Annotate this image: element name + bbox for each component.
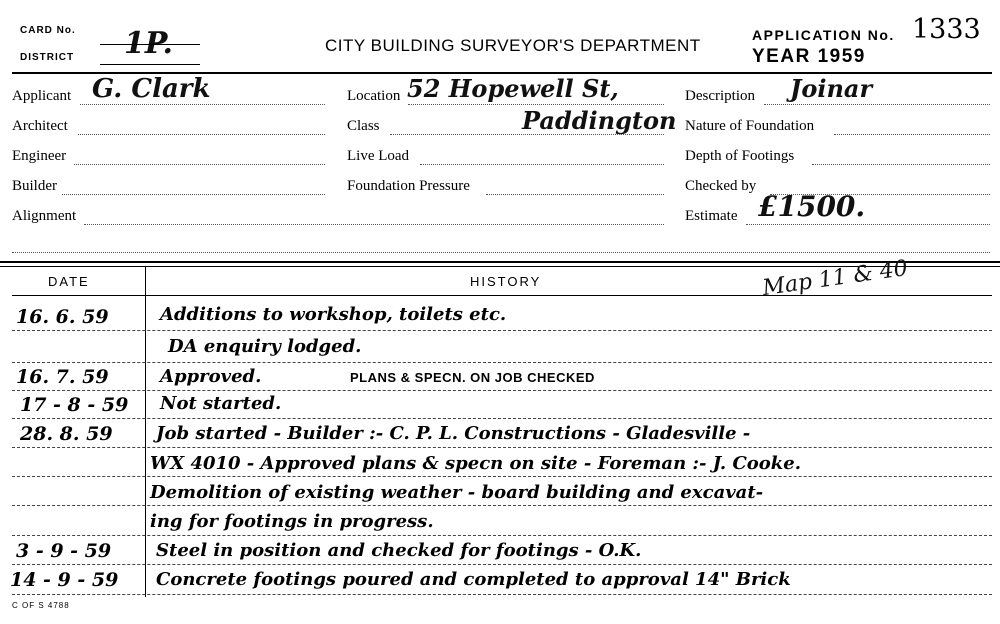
builder-label: Builder [12,178,57,194]
row-separator [12,594,992,595]
history-date: 17 - 8 - 59 [20,394,129,416]
applicant-value: G. Clark [92,74,211,104]
history-entry: DA enquiry lodged. [168,336,362,357]
nature-of-foundation-line [834,134,990,135]
applicant-line [80,104,325,105]
history-date: 16. 6. 59 [16,306,109,328]
history-entry: Demolition of existing weather - board building and excavat- [150,482,764,503]
row-separator [12,330,992,331]
history-date: 28. 8. 59 [20,423,113,445]
history-header-rule [12,295,992,296]
history-date: 14 - 9 - 59 [10,569,119,591]
alignment-line [84,224,664,225]
location-value-line2: Paddington [522,106,677,135]
history-column-divider [145,267,146,597]
plans-checked-stamp: PLANS & SPECN. ON JOB CHECKED [350,370,595,385]
district-line [100,64,200,65]
history-column-header: HISTORY [470,274,542,289]
blank-line [12,252,990,253]
description-value: Joinar [790,74,873,103]
history-entry: WX 4010 - Approved plans & specn on site - Foreman :- J. Cooke. [150,453,801,474]
row-separator [12,476,992,477]
row-separator [12,390,992,391]
row-separator [12,418,992,419]
row-separator [12,564,992,565]
depth-of-footings-label: Depth of Footings [685,148,795,164]
district-label: DISTRICT [20,52,75,63]
application-label: APPLICATION No. [752,27,895,43]
history-date: 3 - 9 - 59 [16,540,112,562]
class-label: Class [347,118,380,134]
foundation-pressure-label: Foundation Pressure [347,178,470,194]
map-note: Map 11 & 40 [760,255,910,302]
card-no-line [100,44,200,45]
builder-line [62,194,325,195]
row-separator [12,362,992,363]
class-line [390,134,664,135]
description-label: Description [685,88,755,104]
engineer-label: Engineer [12,148,67,164]
history-entry: Job started - Builder :- C. P. L. Constructions - Gladesville - [156,423,751,444]
depth-of-footings-line [812,164,990,165]
history-entry: ing for footings in progress. [150,511,434,532]
alignment-label: Alignment [12,208,77,224]
card-no-label: CARD No. [20,25,76,36]
location-value: 52 Hopewell St, [407,74,619,103]
estimate-value: £1500. [758,190,866,223]
row-separator [12,505,992,506]
estimate-label: Estimate [685,208,738,224]
row-separator [12,447,992,448]
date-column-header: DATE [48,274,90,289]
history-entry: Steel in position and checked for footings - O.K. [156,540,642,561]
checked-by-label: Checked by [685,178,757,194]
architect-label: Architect [12,118,68,134]
row-separator [12,535,992,536]
district-value: 1P. [124,26,173,61]
history-entry: Not started. [160,393,282,414]
description-line [764,104,990,105]
department-title: CITY BUILDING SURVEYOR'S DEPARTMENT [325,36,701,55]
application-number: 1333 [912,14,981,45]
location-label: Location [347,88,401,104]
live-load-label: Live Load [347,148,410,164]
engineer-line [74,164,325,165]
estimate-line [746,224,990,225]
location-line [408,104,664,105]
history-entry: Additions to workshop, toilets etc. [160,304,507,325]
history-entry: Concrete footings poured and completed to approval 14" Brick [156,569,791,590]
applicant-label: Applicant [12,88,72,104]
nature-of-foundation-label: Nature of Foundation [685,118,815,134]
year-label: YEAR 1959 [752,46,866,67]
live-load-line [420,164,664,165]
history-date: 16. 7. 59 [16,366,109,388]
history-entry: Approved. [160,366,262,387]
architect-line [78,134,325,135]
foundation-pressure-line [486,194,664,195]
form-code: C OF S 4788 [12,601,70,610]
